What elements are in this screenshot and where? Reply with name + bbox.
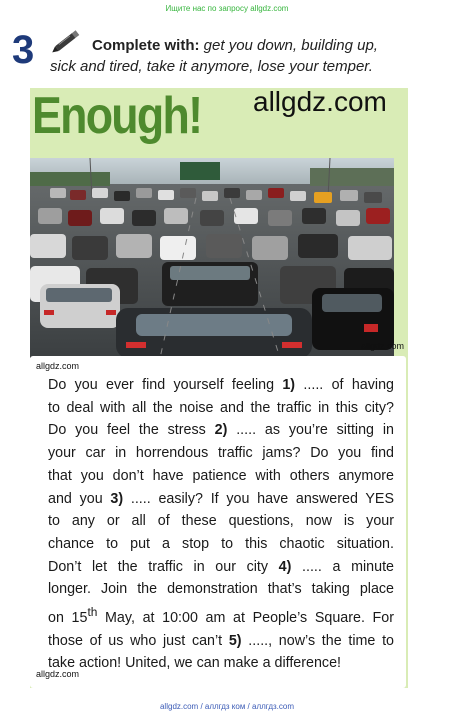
article-line: Do you feel the stress 2) ..... as you’re sitting in [48,422,394,439]
article-line: your car in horrendous traffic jams? Do you find [48,445,394,462]
article-line: those of us who just can’t 5) ....., now’s the time to [48,632,394,649]
instruction-lead: Complete with: [92,37,200,54]
site-watermark-large: allgdz.com [253,86,387,117]
bottom-watermark: allgdz.com / аллгдз ком / аллгдз.com [159,702,295,711]
site-watermark-text-bottom: allgdz.com [36,669,80,679]
gap-number: 5) [228,632,242,649]
gap-number: 2) [214,422,228,439]
traffic-jam-photo [30,158,394,358]
instruction-line-1 [92,37,378,54]
top-watermark: Ищите нас по запросу allgdz.com [165,4,289,13]
article-headline: Enough! [32,87,202,145]
gap-number: 3) [110,490,124,507]
article-line: take action! United, we can make a difference! [48,655,341,672]
gap-number: 1) [282,377,296,393]
instruction-options-1: get you down, building up, [203,37,378,54]
ordinal-suffix: th [87,605,98,620]
article-line: on 15th May, at 10:00 am at People’s Square. For [48,605,394,626]
site-watermark-photo: allgdz.com [361,341,405,351]
article-paragraph [48,374,394,675]
article-line: Do you ever find yourself feeling 1) ..... of having [48,377,394,393]
article-line: and you 3) ..... easily? If you have answered YES [48,490,394,507]
gap-number: 4) [278,558,292,575]
article-line: to any or all of these questions, now is your [48,513,394,530]
article-line: chance to put a stop to this chaotic situation. [48,535,394,552]
article-line: Don’t let the traffic in our city 4) ..... a minute [48,558,394,575]
article-line: longer. Join the demonstration that’s taking place [48,581,394,598]
instruction-options-2: sick and tired, take it anymore, lose your temper. [50,58,373,75]
exercise-number: 3 [12,28,35,72]
article-line: that you don’t have patience with others anymore [48,467,394,484]
instruction-line-2 [50,58,373,75]
pen-icon [50,26,86,54]
article-line: to deal with all the noise and the traffic in this city? [48,399,394,416]
site-watermark-text-top: allgdz.com [36,361,80,371]
